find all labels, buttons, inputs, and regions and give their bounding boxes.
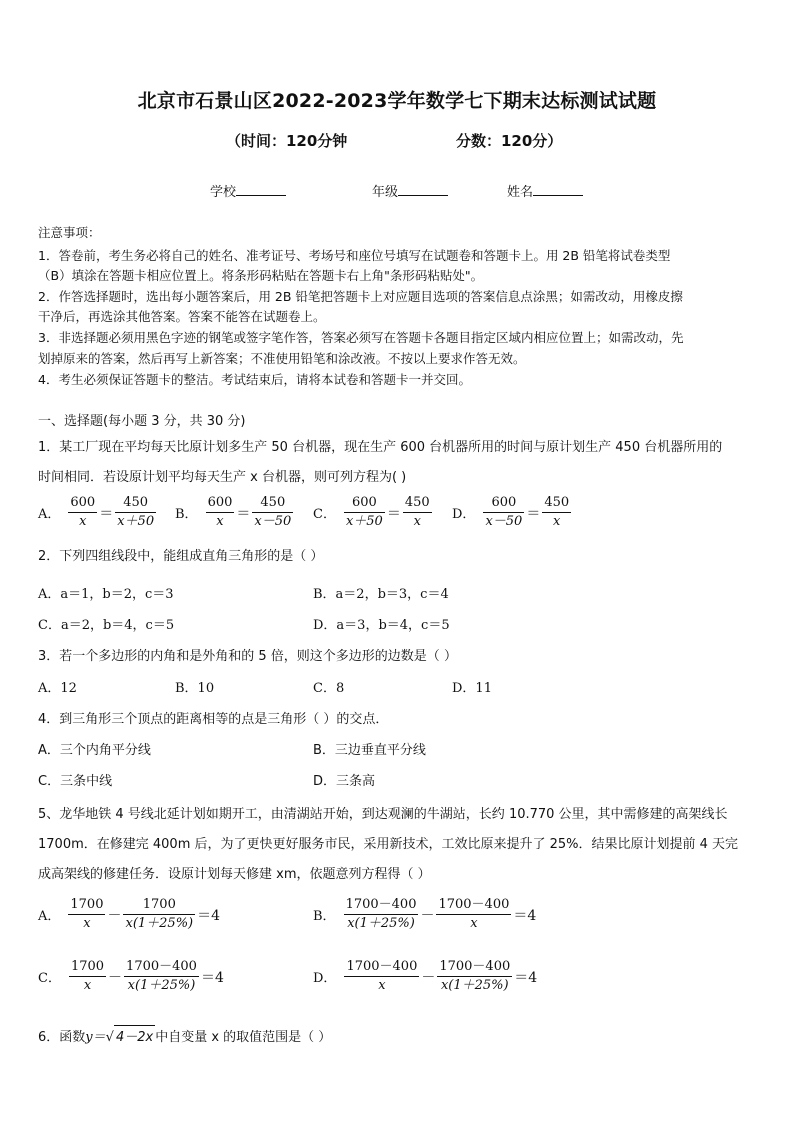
fraction: $\frac{600}{x+50}$ [345,495,383,529]
name-field [507,181,583,200]
option-label: D． [313,971,337,986]
q5-stem: 5、龙华地铁 4 号线北延计划如期开工，由清湖站开始，到达观澜的牛湖站，长约 10.770 公里，其中需修建的高架线长 [38,807,728,822]
q3-option-a[interactable]: A．12 [38,681,77,696]
exam-time: （时间：120分钟 [226,132,348,150]
notice-line: 4．考生必须保证答题卡的整洁。考试结束后，请将本试卷和答题卡一并交回。 [38,372,471,387]
notice-heading: 注意事项： [38,225,101,240]
fraction: $\frac{1700-400}{x(1+25\%)}$ [126,959,197,993]
fraction: $\frac{600}{x}$ [207,495,233,529]
q2-option-d[interactable]: D．a＝3，b＝4，c＝5 [313,618,450,633]
fraction: $\frac{1700-400}{x(1+25\%)}$ [439,959,511,993]
q4-option-a[interactable]: A．三个内角平分线 [38,743,151,758]
name-blank [533,182,583,196]
fraction: $\frac{450}{x}$ [404,495,430,529]
q4-option-b[interactable]: B．三边垂直平分线 [313,743,426,758]
fraction: $\frac{1700}{x}$ [70,959,105,993]
q5-option-a[interactable]: A． $\frac{1700}{x}$ － $\frac{1700}{x(1+25\%)}$ ＝4 [38,897,221,931]
option-label: D． [452,507,476,522]
q4-option-c[interactable]: C．三条中线 [38,774,113,789]
grade-field [372,181,448,200]
q2-option-c[interactable]: C．a＝2，b＝4，c＝5 [38,618,175,633]
grade-blank [398,182,448,196]
q1-stem: 时间相同．若设原计划平均每天生产 x 台机器，则可列方程为( ) [38,470,407,485]
q5-stem: 成高架线的修建任务．设原计划每天修建 xm，依题意列方程得（ ） [38,867,431,882]
q1-option-d[interactable]: D． $\frac{600}{x-50}$ ＝ $\frac{450}{x}$ [452,495,570,529]
option-label: C． [38,971,61,986]
fraction: $\frac{450}{x-50}$ [254,495,292,529]
q6-stem: 6．函数y＝√ 4－2x 中自变量 x 的取值范围是（ ） [38,1025,331,1045]
q5-option-d[interactable]: D． $\frac{1700-400}{x}$ － $\frac{1700-400}{x(1+25\%)}$ ＝4 [313,959,538,993]
fraction: $\frac{600}{x-50}$ [485,495,523,529]
notice-line: 2．作答选择题时，选出每小题答案后，用 2B 铅笔把答题卡上对应题目选项的答案信息点涂黑；如需改动，用橡皮擦 [38,289,683,304]
q6-radicand: 4－2x [114,1025,155,1045]
q5-option-b[interactable]: B． $\frac{1700-400}{x(1+25\%)}$ － $\frac{1700-400}{x}$ ＝4 [313,897,537,931]
q2-stem: 2．下列四组线段中，能组成直角三角形的是（ ） [38,549,324,564]
q3-option-d[interactable]: D．11 [452,681,492,696]
school-label: 学校 [210,185,237,200]
option-label: A． [38,909,61,924]
q5-option-c[interactable]: C． $\frac{1700}{x}$ － $\frac{1700-400}{x(1+25\%)}$ ＝4 [38,959,224,993]
fraction: $\frac{1700-400}{x(1+25\%)}$ [345,897,417,931]
notice-line: 划掉原来的答案，然后再写上新答案；不准使用铅笔和涂改液。不按以上要求作答无效。 [38,351,526,366]
q6-func: y＝ [85,1030,106,1045]
notice-line: 3．非选择题必须用黑色字迹的钢笔或签字笔作答，答案必须写在答题卡各题目指定区域内相应位置上；如需改动，先 [38,330,684,345]
fraction: $\frac{600}{x}$ [70,495,96,529]
q3-option-b[interactable]: B．10 [175,681,215,696]
school-blank [236,182,286,196]
q6-suffix: 中自变量 x 的取值范围是（ ） [155,1030,332,1045]
page-title: 北京市石景山区2022-2023学年数学七下期末达标测试试题 [137,90,657,112]
q2-option-a[interactable]: A．a＝1，b＝2，c＝3 [38,587,174,602]
name-label: 姓名 [507,185,534,200]
notice-line: 1．答卷前，考生务必将自己的姓名、准考证号、考场号和座位号填写在试题卷和答题卡上。用 2B 铅笔将试卷类型 [38,248,671,263]
option-label: C． [313,507,336,522]
grade-label: 年级 [372,185,399,200]
q6-prefix: 6．函数 [38,1030,86,1045]
fraction: $\frac{1700-400}{x}$ [438,897,510,931]
q1-option-a[interactable]: A． $\frac{600}{x}$ ＝ $\frac{450}{x+50}$ [38,495,155,529]
fraction: $\frac{450}{x}$ [544,495,570,529]
fraction: $\frac{1700-400}{x}$ [346,959,418,993]
q1-stem: 1．某工厂现在平均每天比原计划多生产 50 台机器，现在生产 600 台机器所用的时间与原计划生产 450 台机器所用的 [38,440,723,455]
q3-option-c[interactable]: C．8 [313,681,345,696]
fraction: $\frac{450}{x+50}$ [117,495,155,529]
notice-line: 干净后，再选涂其他答案。答案不能答在试题卷上。 [38,309,326,324]
option-label: B． [175,507,198,522]
option-label: B． [313,909,336,924]
exam-score: 分数：120分） [456,132,563,150]
fraction: $\frac{1700}{x(1+25\%)}$ [125,897,194,931]
notice-line: （B）填涂在答题卡相应位置上。将条形码粘贴在答题卡右上角"条形码粘贴处"。 [38,268,484,283]
q5-stem: 1700m．在修建完 400m 后，为了更快更好服务市民，采用新技术，工效比原来提升了 25%．结果比原计划提前 4 天完 [38,837,739,852]
q1-option-c[interactable]: C． $\frac{600}{x+50}$ ＝ $\frac{450}{x}$ [313,495,430,529]
q2-option-b[interactable]: B．a＝2，b＝3，c＝4 [313,587,449,602]
school-field [210,181,286,200]
q4-stem: 4．到三角形三个顶点的距离相等的点是三角形（ ）的交点． [38,712,389,727]
q4-option-d[interactable]: D．三条高 [313,774,376,789]
option-label: A． [38,507,61,522]
q3-stem: 3．若一个多边形的内角和是外角和的 5 倍，则这个多边形的边数是（ ） [38,649,457,664]
section-heading: 一、选择题(每小题 3 分，共 30 分) [38,414,246,429]
fraction: $\frac{1700}{x}$ [70,897,104,931]
q1-option-b[interactable]: B． $\frac{600}{x}$ ＝ $\frac{450}{x-50}$ [175,495,292,529]
